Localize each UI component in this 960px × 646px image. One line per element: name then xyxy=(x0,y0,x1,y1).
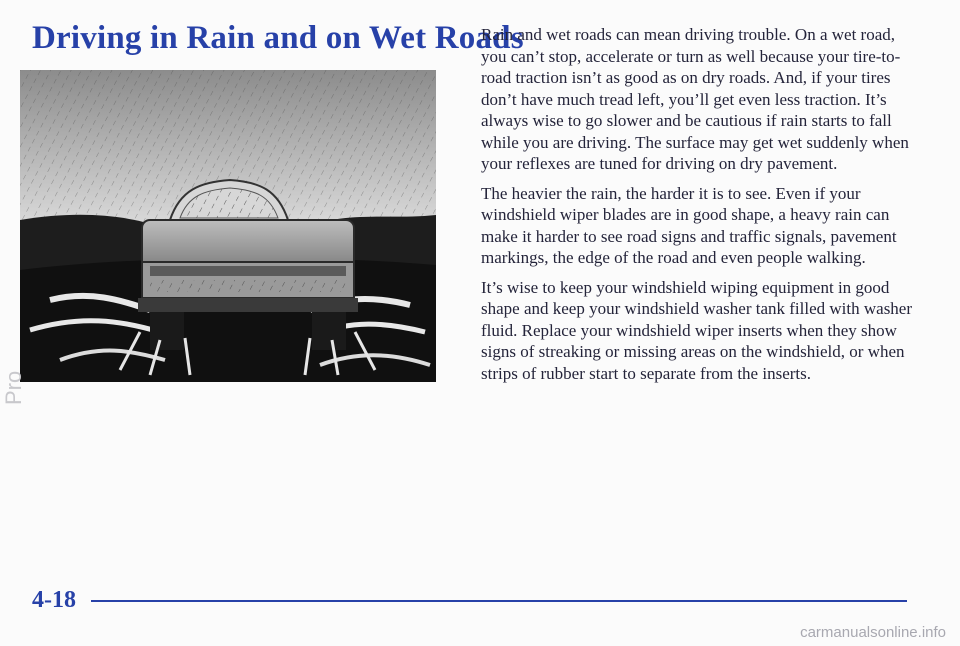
car-rear-in-rain-illustration xyxy=(20,70,436,382)
side-mark: Pro xyxy=(1,370,26,405)
page-title: Driving in Rain and on Wet Roads xyxy=(32,20,524,56)
body-text xyxy=(481,24,921,392)
page-number: 4-18 xyxy=(32,587,76,613)
paragraph: It’s wise to keep your windshield wiping equipment in good shape and keep your windshield washer tank filled with washer fluid. Replace your windshield wiper inserts when they show signs of streaking or missing areas on the windshield, or when strips of rubber start to separate from the inserts. xyxy=(481,277,913,383)
paragraph: Rain and wet roads can mean driving trouble. On a wet road, you can’t stop, accelerate or turn as well because your tire-to-road traction isn’t as good as on dry roads. And, if your tires don’t have much tread left, you’ll get even less traction. It’s always wise to go slower and be cautious if rain starts to fall while you are driving. The surface may get wet suddenly when your reflexes are tuned for driving on dry pavement. xyxy=(481,25,909,173)
paragraph: The heavier the rain, the harder it is to see. Even if your windshield wiper blades are in good shape, a heavy rain can make it harder to see road signs and traffic signals, pavement markings, the edge of the road and even people walking. xyxy=(481,183,897,267)
footer-rule xyxy=(91,600,907,602)
watermark: carmanualsonline.info xyxy=(800,624,946,641)
